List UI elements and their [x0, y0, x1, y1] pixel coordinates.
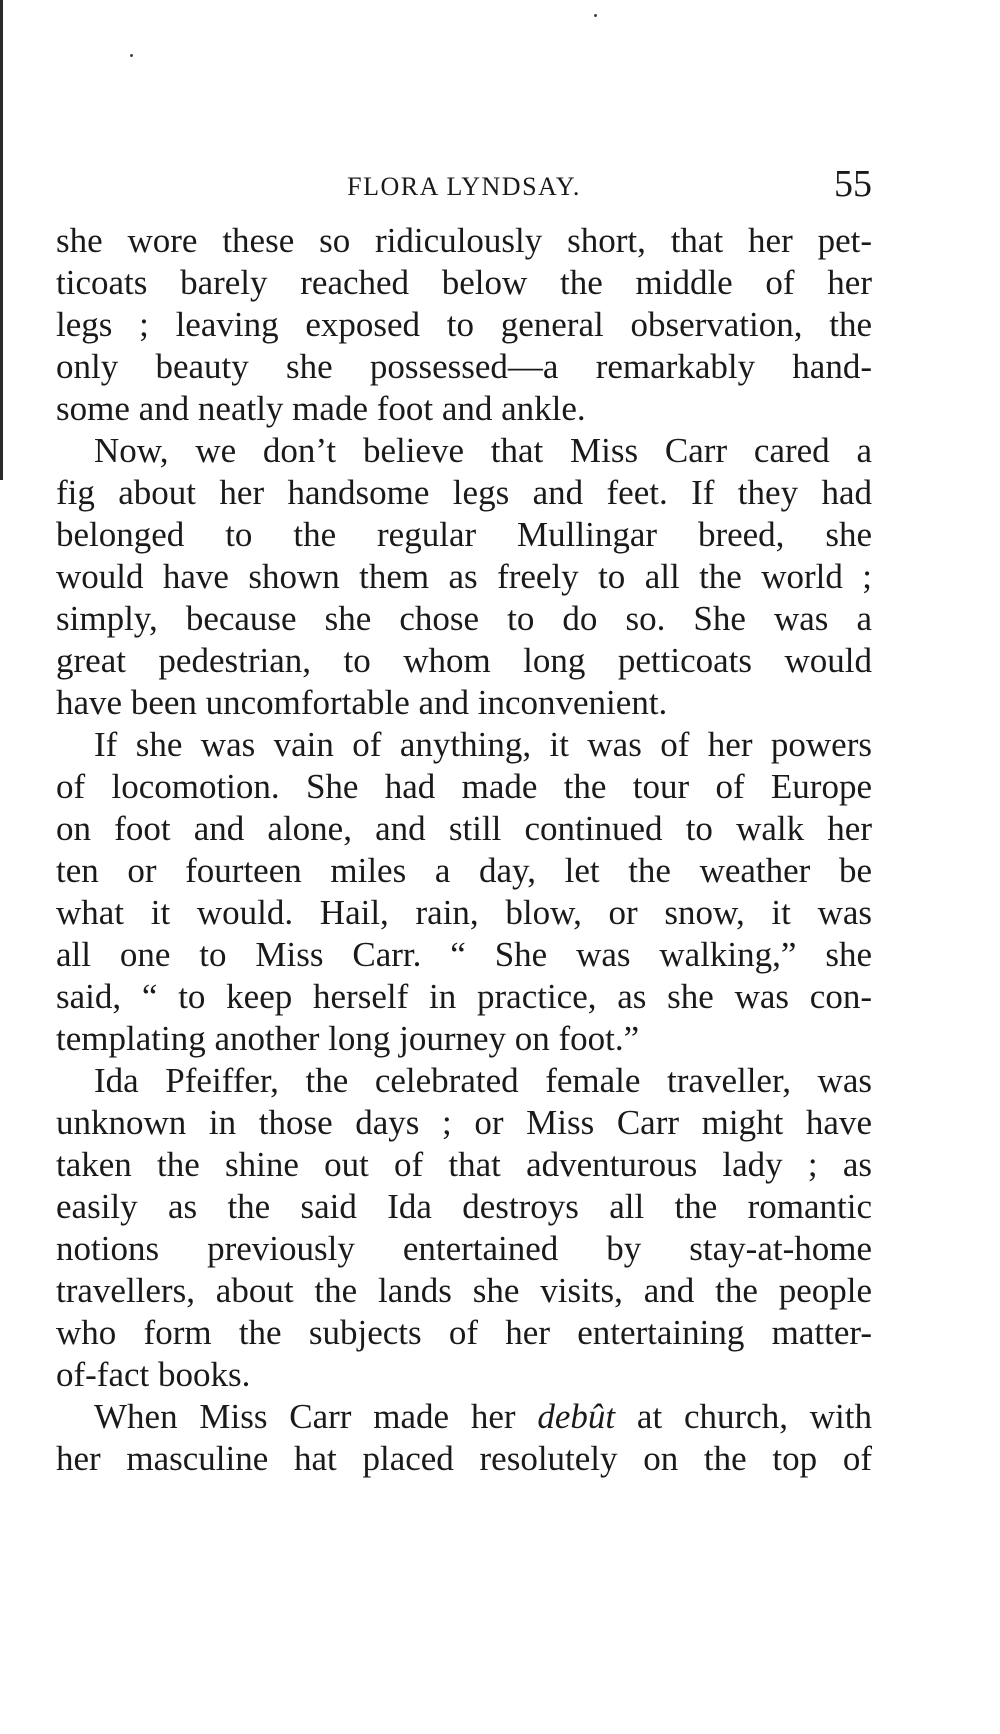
page-number: 55: [834, 163, 872, 205]
paragraph: [56, 1396, 872, 1480]
text-line: templating another long journey on foot.”: [56, 1019, 640, 1058]
italic-word: debût: [537, 1397, 616, 1436]
text-line: only beauty she possessed—a remarkably hand-: [56, 347, 872, 386]
text-line: ticoats barely reached below the middle of her: [56, 263, 872, 302]
ink-speck: [594, 14, 597, 17]
text-line: all one to Miss Carr. “ She was walking,” she: [56, 935, 872, 974]
text-line: unknown in those days ; or Miss Carr might have: [56, 1103, 872, 1142]
ink-speck: [130, 54, 133, 57]
text-line: taken the shine out of that adventurous lady ; as: [56, 1145, 872, 1184]
text-line: [56, 1396, 872, 1438]
text-line: simply, because she chose to do so. She was a: [56, 599, 872, 638]
text-line: on foot and alone, and still continued to walk her: [56, 809, 872, 848]
paragraph: [56, 1060, 872, 1396]
text-line: notions previously entertained by stay-at-home: [56, 1229, 872, 1268]
text-line: she wore these so ridiculously short, that her pet-: [56, 221, 872, 260]
text-line: of-fact books.: [56, 1355, 251, 1394]
text-segment: When Miss Carr made her: [94, 1397, 538, 1436]
page-header: [56, 162, 872, 212]
paragraph: [56, 220, 872, 430]
text-line: what it would. Hail, rain, blow, or snow, it was: [56, 893, 872, 932]
text-line: belonged to the regular Mullingar breed, she: [56, 515, 872, 554]
text-line: would have shown them as freely to all the world ;: [56, 557, 872, 596]
text-line: legs ; leaving exposed to general observation, the: [56, 305, 872, 344]
running-title: FLORA LYNDSAY.: [347, 172, 581, 201]
text-line: of locomotion. She had made the tour of Europe: [56, 767, 872, 806]
text-line: ten or fourteen miles a day, let the weather be: [56, 851, 872, 890]
paragraph: [56, 430, 872, 724]
body-text: [56, 220, 872, 1480]
page-binding-edge: [0, 0, 3, 480]
text-segment: at church, with: [615, 1397, 872, 1436]
text-line: Ida Pfeiffer, the celebrated female traveller, was: [94, 1061, 872, 1100]
text-line: said, “ to keep herself in practice, as she was con-: [56, 977, 872, 1016]
text-line: her masculine hat placed resolutely on the top of: [56, 1439, 872, 1478]
text-line: fig about her handsome legs and feet. If they had: [56, 473, 872, 512]
text-line: Now, we don’t believe that Miss Carr cared a: [94, 431, 872, 470]
text-line: If she was vain of anything, it was of her powers: [94, 725, 872, 764]
text-line: great pedestrian, to whom long petticoats would: [56, 641, 872, 680]
text-line: travellers, about the lands she visits, and the people: [56, 1271, 872, 1310]
text-line: easily as the said Ida destroys all the romantic: [56, 1187, 872, 1226]
paragraph: [56, 724, 872, 1060]
text-line: who form the subjects of her entertaining matter-: [56, 1313, 872, 1352]
text-line: have been uncomfortable and inconvenient.: [56, 683, 668, 722]
text-line: some and neatly made foot and ankle.: [56, 389, 586, 428]
